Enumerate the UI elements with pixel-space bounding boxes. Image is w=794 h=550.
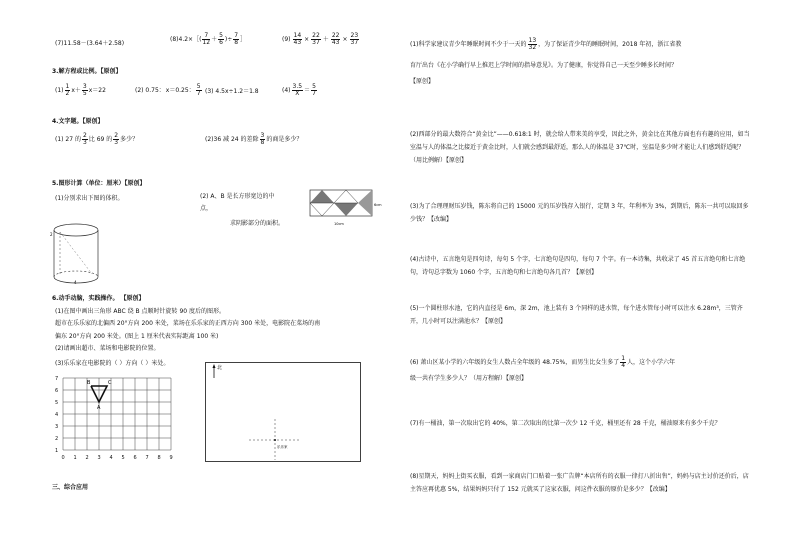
eq4-prefix: (4) (282, 86, 291, 94)
grid-x-label: 4 (109, 455, 113, 461)
geometry-q2-line2: 点， (200, 205, 213, 212)
w1-mid: 比 69 的 (88, 135, 113, 143)
cylinder-figure (48, 222, 108, 287)
calc-q8-mid: )÷ (224, 35, 233, 43)
equation-3: (3) 4.5x÷1.2＝1.8 (205, 88, 259, 95)
frac-q9-2: $\frac{22}{37}$ (312, 32, 320, 46)
section-5-title: 5.图形计算（单位：厘米）【原创】 (52, 180, 146, 187)
eq4-mid: ＝ (304, 86, 311, 94)
eq2-mid: x＝0.25： (165, 86, 195, 94)
word-problem-1 (55, 133, 138, 146)
frac-q9-1: $\frac{14}{43}$ (293, 32, 302, 46)
problem-1-line-1 (410, 38, 681, 51)
w2-prefix: (2)36 减 24 的差除 (205, 135, 259, 143)
frac-eq1-2: $\frac{3}{5}$ (82, 83, 87, 97)
grid-y-label: 4 (55, 412, 59, 418)
grid-x-label: 8 (157, 455, 161, 461)
grid-x-label: 7 (145, 455, 149, 461)
problem-1-tag: 【原创】 (410, 78, 435, 85)
w2-end: 的商是多少？ (266, 135, 303, 143)
frac-q9-3: $\frac{22}{43}$ (331, 32, 340, 46)
w1-prefix: (1) 27 的 (55, 135, 81, 143)
problem-3: (3)为了合理理财压岁钱，陈东将自己的 15000 元的压岁钱存入银行，定期 3 年，年利率为 3%，到期后，陈东一共可以取回多少钱？【改编】 (410, 203, 749, 224)
north-label: 北 (217, 365, 223, 371)
rect-label-width: 10cm (334, 222, 344, 226)
cylinder-label-height: 2 (50, 232, 53, 237)
problem-8: (8)星期天，妈妈上街买衣服，看到一家商店门口贴着一张广告牌“本店所有的衣服一律打八折出售”，妈妈与店主讨价还价后，店主答应再优惠 5%，结果妈妈只付了 152 元就买了这家衣服，问这件衣服的原价是多少？【改编】 (410, 473, 749, 494)
grid-y-label: 3 (55, 424, 59, 430)
geometry-q2-line3: 求阴影部分的面积。 (230, 220, 285, 227)
frac-w1-1: $\frac{2}{3}$ (82, 132, 87, 146)
grid-y-label: 5 (55, 400, 59, 406)
map-box (205, 362, 361, 462)
section-6-line-3: 偏东 20°方向 200 米处。(图上 1 厘米代表实际距离 100 米) (55, 333, 219, 340)
geometry-q2-line1: (2) A、B 是长方形宽边的中 (200, 193, 275, 200)
equation-2 (135, 84, 202, 97)
calc-q8 (170, 33, 246, 46)
grid-y-label: 2 (55, 436, 59, 442)
section-3-title: 3.解方程或比例。【原创】 (52, 68, 122, 75)
frac-q9-4: $\frac{23}{37}$ (350, 32, 359, 46)
p1-prefix: (1)科学家建议青少年睡眠时间不少于一天的 (410, 40, 527, 48)
problem-2: (2)西部分的最大数符合“黄金比”——0.618:1 时，就会给人带来美的享受，因此之外，黄金比在其他方面也有有趣的应用，如当室温与人的体温之比接近于黄金比时，人们就会感到最舒适，那么人的体温是 37℃时，室温是多少时才能让人们感到舒适呢？（用比例解）【原创】 (410, 131, 750, 165)
grid-x-label: 2 (85, 455, 89, 461)
problem-7: (7)有一桶油，第一次取出它的 40%，第二次取出的比第一次少 12 千克，桶里还有 28 千克，桶油原来有多少千克？ (410, 420, 721, 427)
cylinder-label-width: 4 (74, 280, 77, 285)
equation-1 (55, 84, 106, 97)
section-6-line-2: 超市在乐乐家的北偏西 20°方向 200 米处，菜场在乐乐家的正西方向 300 米处，电影院在菜场的南 (55, 320, 321, 327)
geometry-q1: (1)分别求出下图的体积。 (55, 195, 124, 202)
problem-1-line-2: 育厅出台《在小学确行早上推迟上学时间的指导意见》。为了健康，你觉得自己一天至少睡多长时间？ (410, 62, 678, 69)
frac-eq4-1: $\frac{3.5}{X}$ (292, 83, 303, 97)
eq1-end: x＝22 (88, 86, 106, 94)
problem-6-line-2: 级一共有学生多少人？（用方程解）【原创】 (410, 375, 528, 382)
grid-x-label: 0 (61, 455, 65, 461)
op: × (342, 35, 348, 43)
eq1-prefix: (1) (55, 86, 64, 94)
frac-p1: $\frac{13}{32}$ (528, 37, 537, 51)
frac-q8-3: $\frac{7}{8}$ (234, 32, 239, 46)
calc-q8-prefix: (8)4.2×［( (170, 35, 202, 43)
p1-post: ，为了保证青少年的睡眠时间，2018 年初，浙江省教 (538, 40, 682, 48)
grid-x-label: 3 (97, 455, 101, 461)
frac-eq4-2: $\frac{5}{7}$ (312, 83, 316, 97)
calc-q9 (282, 33, 359, 46)
eq2-prefix: (2) 0.75： (135, 86, 165, 94)
grid-x-label: 6 (133, 455, 137, 461)
frac-w1-2: $\frac{2}{3}$ (114, 132, 119, 146)
op: ＋ (322, 35, 329, 43)
triangle-label-b: B (87, 380, 91, 386)
grid-y-label: 6 (55, 388, 59, 394)
frac-q8-2: $\frac{5}{6}$ (219, 32, 223, 46)
section-6-title: 6.动手动脑，实践操作。 【原创】 (52, 295, 145, 302)
section-4-title: 4.文字题。【原创】 (52, 118, 104, 125)
frac-w2: $\frac{3}{8}$ (260, 132, 265, 146)
section-6-line-4: (2)请画出超市、菜场和电影院的位置。 (55, 345, 160, 352)
triangle-label-c: C (108, 380, 112, 386)
rect-label-height: 6cm (374, 203, 382, 207)
p6-post: 人，这个小学六年 (627, 358, 676, 366)
grid-x-label: 9 (169, 455, 173, 461)
frac-eq2: $\frac{5}{7}$ (196, 83, 201, 97)
calc-q8-end: ］ (240, 35, 247, 43)
problem-6-line-1 (410, 356, 675, 369)
op-plus: ＋ (211, 35, 218, 43)
section-6-line-1: (1)在图中画出三角形 ABC 绕 B 点顺时针旋转 90 度后的图形。 (55, 308, 225, 315)
grid-y-label: 7 (55, 376, 59, 382)
op: × (304, 35, 310, 43)
grid-x-label: 5 (121, 455, 125, 461)
rectangle-shaded-figure (308, 188, 380, 230)
p6-prefix: (6) 萧山区某小学的六年级的女生人数占全年级的 48.75%，而男生比女生多了 (410, 358, 620, 366)
frac-p6: $\frac{1}{4}$ (621, 355, 626, 369)
frac-q8-1: $\frac{7}{12}$ (202, 32, 211, 46)
grid-x-label: 1 (73, 455, 77, 461)
equation-4 (282, 84, 317, 97)
word-problem-2 (205, 133, 302, 146)
problem-5: (5)一个圆柱形水池，它的内直径是 6m，深 2m，池上装有 3 个同样的进水管，每个进水管每小时可以注水 6.28m³，三管齐开，几小时可以注满池水？【原创】 (410, 305, 743, 326)
w1-end: 多少？ (120, 135, 139, 143)
section-3-heading: 三、综合应用 (52, 484, 89, 491)
section-6-line-5: (3)乐乐家在电影院的（ ）方向（ ）米处。 (55, 360, 170, 367)
home-label: 乐乐家 (277, 445, 288, 449)
eq1-mid: x＋ (71, 86, 81, 94)
home-point (274, 439, 276, 441)
calc-q7: (7)11.58－(3.64＋2.58) (55, 40, 125, 47)
problem-4: (4)古诗中，五言绝句是四句诗，每句 5 个字，七言绝句是四句，每句 7 个字。有一本诗集，共收录了 45 首五言绝句和七言绝句，诗句总字数为 1060 个字，五言绝句和七言绝句各几首？【原创】 (410, 256, 746, 277)
grid-y-label: 1 (55, 448, 59, 454)
frac-eq1-1: $\frac{1}{2}$ (65, 83, 70, 97)
triangle-label-a: A (97, 405, 101, 411)
coordinate-grid (55, 372, 185, 464)
calc-q9-prefix: (9) (282, 35, 291, 43)
